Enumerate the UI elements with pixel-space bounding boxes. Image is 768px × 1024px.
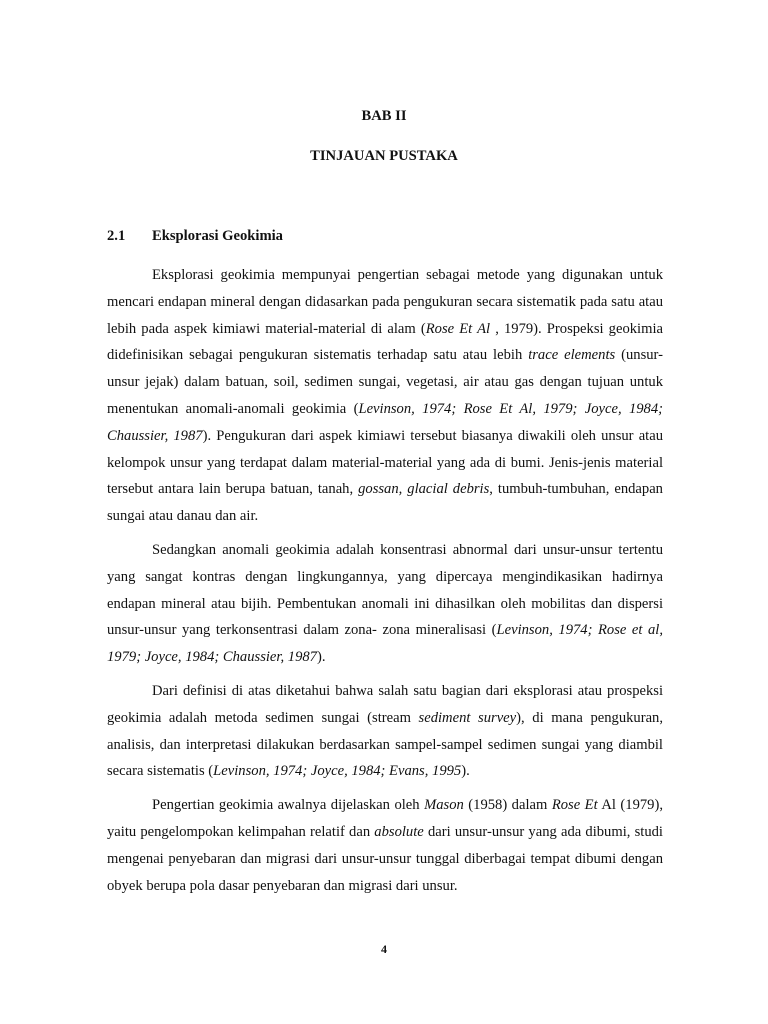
text-run: ). <box>316 649 326 666</box>
text-run: ). <box>461 763 470 780</box>
section-title: Eksplorasi Geokimia <box>152 228 283 244</box>
page-number: 4 <box>381 942 387 956</box>
text-run: (1958) dalam <box>463 797 552 814</box>
text-run: (unsur-unsur jejak) dalam batuan, soil, sedimen sungai, vegetasi, air atau gas dengan tujuan untuk menentukan anomali-anomali geokimia ( <box>107 347 663 417</box>
italic-text: Levinson, 1974; Rose Et Al, 1979; Joyce, 1984; Chaussier, 1987 <box>107 400 664 444</box>
section-number: 2.1 <box>107 228 126 244</box>
text-run: dari unsur-unsur yang ada dibumi, studi mengenai penyebaran dan migrasi dari unsur-unsur tunggal diberbagai tempat dibumi dengan obyek berupa pola dasar penyebaran dan migrasi dari unsur. <box>107 823 663 894</box>
italic-text: Levinson, 1974; Joyce, 1984; Evans, 1995 <box>213 763 462 780</box>
paragraph <box>107 678 663 785</box>
text-run: , tumbuh-tumbuhan, endapan sungai atau danau dan air. <box>107 481 663 525</box>
text-run: Pengertian geokimia awalnya dijelaskan oleh <box>152 797 425 814</box>
section-heading <box>107 228 283 245</box>
text-run: Dari definisi di atas diketahui bahwa salah satu bagian dari eksplorasi atau prospeksi geokimia adalah metoda sedimen sungai (stream <box>107 682 663 726</box>
paragraph <box>107 262 663 530</box>
text-run: Sedangkan anomali geokimia adalah konsentrasi abnormal dari unsur-unsur tertentu yang sangat kontras dengan lingkungannya, yang dipercaya mengindikasikan hadirnya endapan mineral atau bijih. Pembentukan anomali ini dihasilkan oleh mobilitas dan dispersi unsur-unsur yang terkonsentrasi dalam zona- zona mineralisasi ( <box>107 541 663 639</box>
italic-text: Rose Et <box>551 797 598 814</box>
body-text <box>107 262 663 906</box>
italic-text: Levinson, 1974; Rose et al, 1979; Joyce, 1984; Chaussier, 1987 <box>107 622 663 666</box>
text-run: ). Pengukuran dari aspek kimiawi tersebut biasanya diwakili oleh unsur atau kelompok unsur yang terdapat dalam material-material yang ada di bumi. Jenis-jenis material tersebut antara lain berupa batuan, tanah, <box>107 427 664 498</box>
chapter-heading: BAB II <box>361 108 407 124</box>
italic-text: trace elements <box>528 347 616 364</box>
italic-text: sediment survey <box>418 709 517 726</box>
chapter-title: TINJAUAN PUSTAKA <box>310 148 458 164</box>
italic-text: Rose Et Al <box>425 320 491 337</box>
italic-text: Mason <box>424 797 464 814</box>
italic-text: absolute <box>374 823 424 840</box>
paragraph <box>107 792 663 899</box>
text-run: ), di mana pengukuran, analisis, dan interpretasi dilakukan berdasarkan sampel-sampel sedimen sungai yang diambil secara sistematis ( <box>107 709 663 780</box>
text-run: , 1979). Prospeksi geokimia didefinisikan sebagai pengukuran sistematis terhadap satu atau lebih <box>107 320 663 364</box>
text-run: Eksplorasi geokimia mempunyai pengertian sebagai metode yang digunakan untuk mencari endapan mineral dengan didasarkan pada pengukuran secara sistematik pada satu atau lebih pada aspek kimiawi material-material di alam ( <box>107 267 663 337</box>
paragraph <box>107 537 663 671</box>
italic-text: gossan, glacial debris <box>358 481 490 498</box>
text-run: Al (1979), yaitu pengelompokan kelimpahan relatif dan <box>107 797 663 840</box>
